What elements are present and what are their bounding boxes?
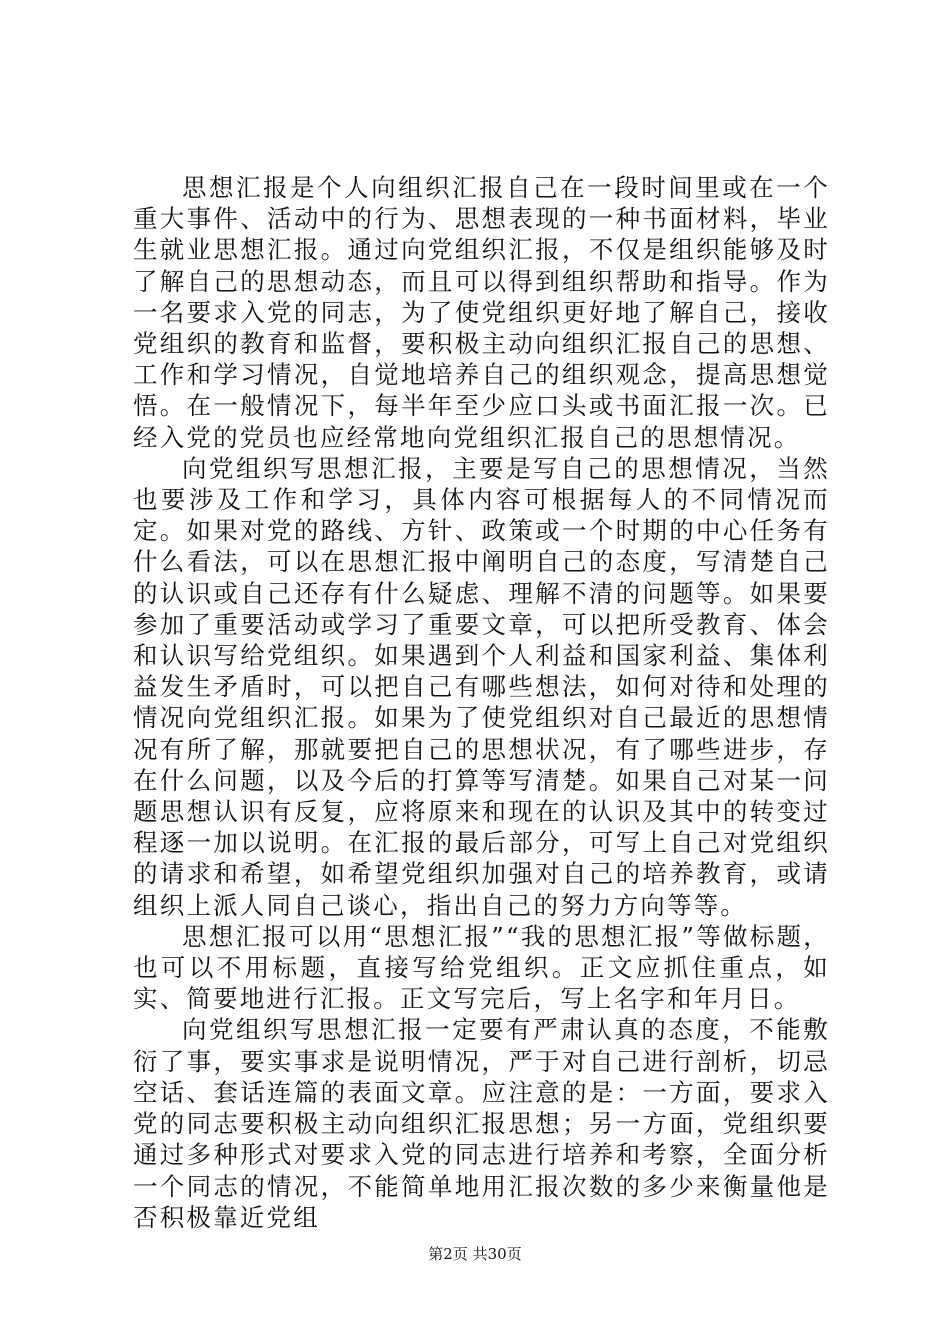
paragraph-4: 向党组织写思想汇报一定要有严肃认真的态度，不能敷衍了事，要实事求是说明情况，严于对自己进行剖析，切忌空话、套话连篇的表面文章。应注意的是：一方面，要求入党的同志要积极主动向组织汇报思想；另一方面，党组织要通过多种形式对要求入党的同志进行培养和考察，全面分析一个同志的情况，不能简单地用汇报次数的多少来衡量他是否积极靠近党组 <box>133 1015 830 1232</box>
paragraph-1: 思想汇报是个人向组织汇报自己在一段时间里或在一个重大事件、活动中的行为、思想表现的一种书面材料，毕业生就业思想汇报。通过向党组织汇报，不仅是组织能够及时了解自己的思想动态，而且可以得到组织帮助和指导。作为一名要求入党的同志，为了使党组织更好地了解自己，接收党组织的教育和监督，要积极主动向组织汇报自己的思想、工作和学习情况，自觉地培养自己的组织观念，提高思想觉悟。在一般情况下，每半年至少应口头或书面汇报一次。已经入党的党员也应经常地向党组织汇报自己的思想情况。 <box>133 173 830 452</box>
paragraph-2: 向党组织写思想汇报，主要是写自己的思想情况，当然也要涉及工作和学习，具体内容可根据每人的不同情况而定。如果对党的路线、方针、政策或一个时期的中心任务有什么看法，可以在思想汇报中阐明自己的态度，写清楚自己的认识或自己还存有什么疑虑、理解不清的问题等。如果要参加了重要活动或学习了重要文章，可以把所受教育、体会和认识写给党组织。如果遇到个人利益和国家利益、集体利益发生矛盾时，可以把自己有哪些想法，如何对待和处理的情况向党组织汇报。如果为了使党组织对自己最近的思想情况有所了解，那就要把自己的思想状况，有了哪些进步，存在什么问题，以及今后的打算等写清楚。如果自己对某一问题思想认识有反复，应将原来和现在的认识及其中的转变过程逐一加以说明。在汇报的最后部分，可写上自己对党组织的请求和希望，如希望党组织加强对自己的培养教育，或请组织上派人同自己谈心，指出自己的努力方向等等。 <box>133 453 830 920</box>
page-number-footer: 第2页 共30页 <box>428 1245 522 1263</box>
document-body <box>133 172 830 1233</box>
paragraph-3: 思想汇报可以用“思想汇报”“我的思想汇报”等做标题，也可以不用标题，直接写给党组织。正文应抓住重点，如实、简要地进行汇报。正文写完后，写上名字和年月日。 <box>133 921 830 1014</box>
